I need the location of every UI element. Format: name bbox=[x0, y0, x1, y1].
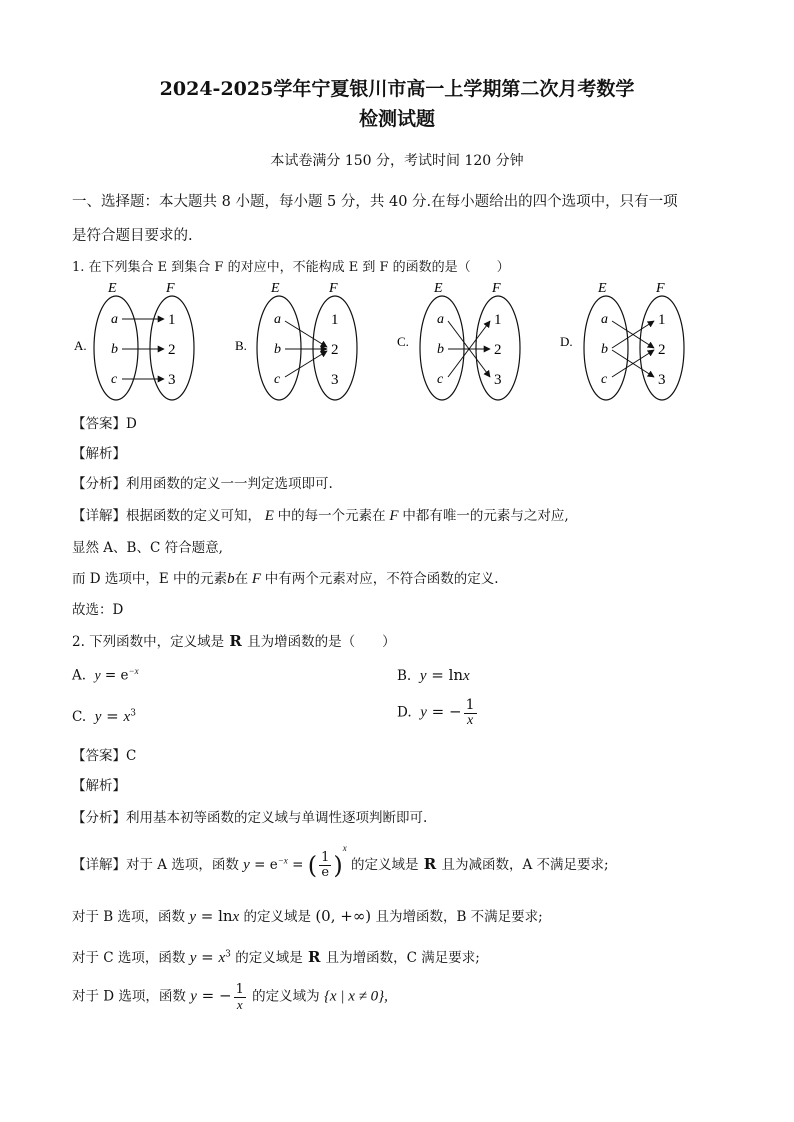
svg-text:2: 2 bbox=[658, 342, 666, 358]
option-d-label: D. bbox=[560, 334, 573, 349]
svg-text:c: c bbox=[601, 372, 608, 387]
svg-text:E: E bbox=[434, 281, 443, 296]
svg-text:3: 3 bbox=[658, 372, 666, 388]
svg-text:a: a bbox=[437, 312, 444, 327]
q2-detail-a: 【详解】对于 A 选项，函数 $y = e^{-x}$ = ( $\frac{1}{e}$ )$^x$ 的定义域是 R 且为减函数，A 不满足要求; bbox=[72, 843, 609, 880]
q2-fenxi: 【分析】利用基本初等函数的定义域与单调性逐项判断即可. bbox=[72, 810, 428, 826]
q1-line2: 显然 A、B、C 符合题意, bbox=[72, 540, 223, 556]
svg-text:2: 2 bbox=[331, 342, 339, 358]
svg-text:b: b bbox=[111, 342, 118, 357]
section-header-line1: 一、选择题：本大题共 8 小题，每小题 5 分，共 40 分.在每小题给出的四个选项中，只有一项 bbox=[72, 194, 678, 210]
svg-text:1: 1 bbox=[168, 312, 176, 328]
svg-text:b: b bbox=[601, 342, 608, 357]
svg-text:c: c bbox=[437, 372, 444, 387]
set-e-label: E bbox=[108, 281, 117, 296]
svg-text:3: 3 bbox=[168, 372, 176, 388]
svg-text:b: b bbox=[274, 342, 281, 357]
option-c-label: C. bbox=[397, 334, 409, 349]
svg-text:F: F bbox=[492, 281, 501, 296]
svg-text:1: 1 bbox=[658, 312, 666, 328]
svg-text:F: F bbox=[656, 281, 665, 296]
q2-option-d: D. y = − $\frac{1}{x}$ bbox=[397, 697, 475, 728]
svg-text:3: 3 bbox=[494, 372, 502, 388]
q1-mapping-diagrams bbox=[60, 276, 740, 406]
option-b-label: B. bbox=[235, 338, 247, 353]
q1-fenxi: 【分析】利用函数的定义一一判定选项即可. bbox=[72, 476, 333, 492]
svg-text:E: E bbox=[271, 281, 280, 296]
diagram-a bbox=[74, 281, 194, 400]
q1-choice: 故选：D bbox=[72, 602, 124, 618]
doc-title-line2: 检测试题 bbox=[358, 108, 435, 130]
svg-text:c: c bbox=[274, 372, 281, 387]
q2-detail-d: 对于 D 选项，函数 y = − $\frac{1}{x}$ 的定义域为 {x | x ≠ 0}, bbox=[72, 982, 388, 1012]
q2-answer: 【答案】C bbox=[72, 748, 137, 764]
svg-text:a: a bbox=[111, 312, 118, 327]
set-f-label: F bbox=[166, 281, 175, 296]
svg-text:2: 2 bbox=[168, 342, 176, 358]
q1-answer: 【答案】D bbox=[72, 416, 137, 432]
svg-text:b: b bbox=[437, 342, 444, 357]
q2-option-a: A. $y = e^{-x}$ bbox=[72, 666, 139, 684]
section-header-line2: 是符合题目要求的. bbox=[72, 228, 193, 244]
q2-jiexi: 【解析】 bbox=[72, 778, 126, 794]
q2-option-b: B. y = lnx bbox=[397, 666, 470, 684]
q2-option-c: C. $y = x^3$ bbox=[72, 707, 136, 725]
svg-text:a: a bbox=[601, 312, 608, 327]
q1-stem: 1. 在下列集合 E 到集合 F 的对应中，不能构成 E 到 F 的函数的是（ ） bbox=[72, 260, 510, 275]
svg-text:3: 3 bbox=[331, 372, 339, 388]
diagram-d bbox=[560, 281, 684, 400]
option-a-label: A. bbox=[74, 338, 87, 353]
doc-title-line1: 2024-2025学年宁夏银川市高一上学期第二次月考数学 bbox=[159, 78, 635, 100]
diagram-b bbox=[235, 281, 357, 400]
q2-detail-b: 对于 B 选项，函数 y = lnx 的定义域是 (0, +∞) 且为增函数，B 不满足要求; bbox=[72, 907, 543, 925]
diagram-c bbox=[397, 281, 520, 400]
q1-jiexi: 【解析】 bbox=[72, 446, 126, 462]
svg-text:a: a bbox=[274, 312, 281, 327]
svg-text:1: 1 bbox=[494, 312, 502, 328]
svg-text:E: E bbox=[598, 281, 607, 296]
svg-text:2: 2 bbox=[494, 342, 502, 358]
q2-detail-c: 对于 C 选项，函数 $y = x^3$ 的定义域是 R 且为增函数，C 满足要求; bbox=[72, 948, 480, 966]
svg-text:c: c bbox=[111, 372, 118, 387]
svg-text:1: 1 bbox=[331, 312, 339, 328]
q1-line3: 而 D 选项中，E 中的元素b在 F 中有两个元素对应，不符合函数的定义. bbox=[72, 571, 499, 587]
q2-stem: 2. 下列函数中，定义域是 R 且为增函数的是（ ） bbox=[72, 632, 396, 650]
q1-xiangjie: 【详解】根据函数的定义可知， E 中的每一个元素在 F 中都有唯一的元素与之对应, bbox=[72, 508, 569, 524]
svg-text:F: F bbox=[329, 281, 338, 296]
exam-info: 本试卷满分 150 分，考试时间 120 分钟 bbox=[270, 153, 524, 169]
